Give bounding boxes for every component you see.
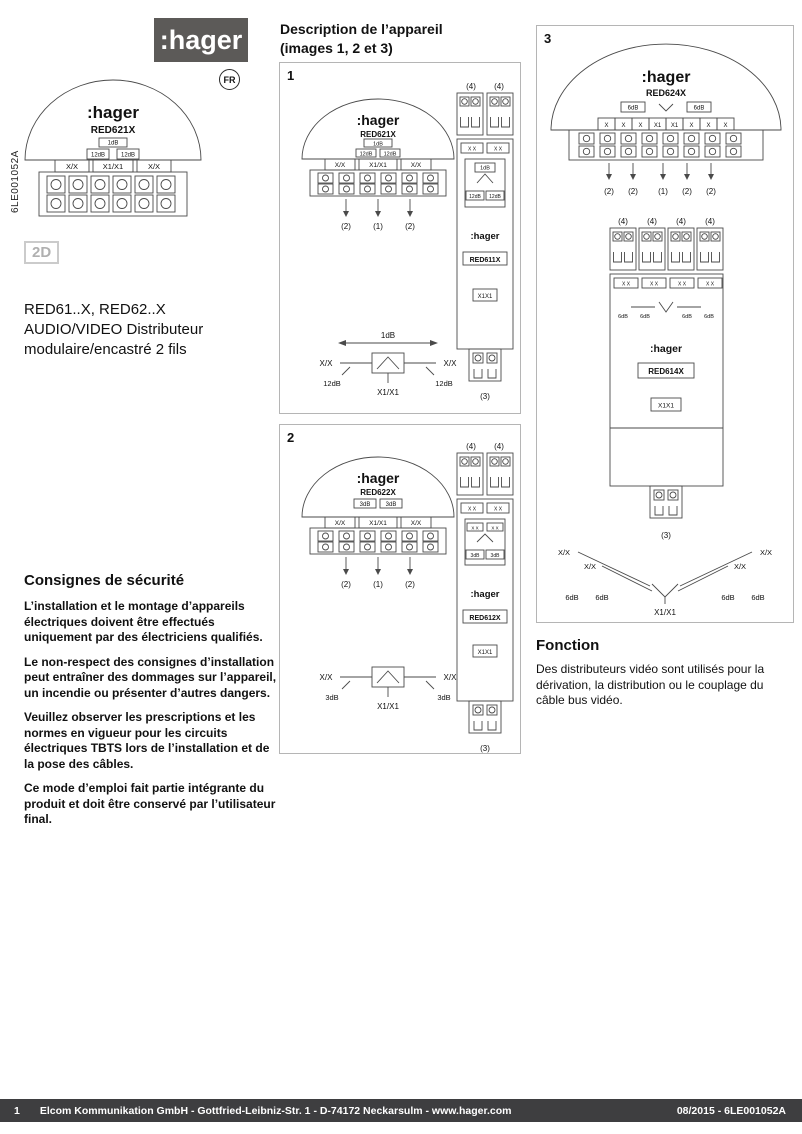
db-label: 12dB [120,152,136,159]
db-label: 12dB [323,379,341,388]
port-label: X1 [653,123,662,129]
callout-label: (2) [628,187,638,196]
callout-label: (4) [705,217,715,226]
port-label: X/X [319,359,333,368]
description-heading-line1: Description de l’appareil [280,21,443,37]
port-label: X X [471,525,479,531]
footer-date-code: 08/2015 - 6LE001052A [676,1104,786,1117]
figure-2-number: 2 [287,430,295,445]
port-label: X/X [443,673,457,682]
function-text: Des distributeurs vidéo sont utilisés pour la dérivation, la distribution ou le couplage du câble bus vidéo. [536,662,765,707]
port-label: X/X [759,548,773,557]
model-label: RED621X [360,130,396,139]
model-label: RED624X [645,88,687,98]
port-label: X/X [334,520,346,527]
callout-label: (3) [480,744,490,753]
figure-3-number: 3 [544,31,552,46]
port-label: X/X [410,162,422,169]
hager-logo-small: :hager [649,343,683,355]
footer-company-text: Elcom Kommunikation GmbH - Gottfried-Leibniz-Str. 1 - D-74172 Neckarsulm - www.hager.com [39,1104,512,1117]
port-label: X1/X1 [102,162,124,171]
callout-label: (4) [647,217,657,226]
callout-label: (4) [676,217,686,226]
port-label: X1/X1 [654,608,676,617]
model-label: RED621X [90,125,136,136]
footer-bar [0,1099,802,1122]
port-label: X1/X1 [369,520,387,527]
fig1-flush-device [302,99,454,231]
figure2-diagram [280,425,520,753]
port-label: X/X [65,162,79,171]
hager-logo-small: :hager [470,231,500,242]
function-section [536,637,794,709]
db-label: 12dB [489,194,501,200]
db-label: 6dB [565,593,579,602]
db-label: 3dB [359,502,371,508]
safety-paragraph-4: Ce mode d’emploi fait partie intégrante du produit et doit être conservé par l’utilisateur final. [24,781,276,826]
page-number: 1 [14,1104,20,1117]
port-label: X [706,123,711,129]
model-label: RED614X [648,367,684,376]
db-label: 1dB [380,331,396,340]
callout-label: (2) [682,187,692,196]
fig3-din-module [610,217,723,540]
description-heading-line2: (images 1, 2 et 3) [280,40,393,56]
port-label: X1X1 [477,650,493,656]
hager-logo-small: :hager [356,112,400,128]
port-label: X/X [410,520,422,527]
callout-label: (2) [341,222,351,231]
port-label: X1/X1 [377,702,399,711]
hager-logo-small: :hager [470,589,500,600]
db-label: 6dB [595,593,609,602]
db-label: 6dB [640,314,650,320]
hager-logo-text: :hager [159,24,243,55]
document-code-vertical: 6LE001052A [10,150,21,213]
callout-label: (2) [341,580,351,589]
safety-heading: Consignes de sécurité [24,572,185,589]
product-title-line1: RED61..X, RED62..X [24,301,166,318]
figure3-diagram [537,26,793,622]
model-label: RED622X [360,488,396,497]
callout-label: (1) [658,187,668,196]
db-label: 3dB [437,693,451,702]
fig2-flush-device [302,457,454,589]
port-label: X/X [443,359,457,368]
port-label: X1/X1 [369,162,387,169]
description-heading [280,20,443,58]
function-heading: Fonction [536,637,600,654]
db-label: 12dB [359,151,373,158]
port-label: X/X [583,562,597,571]
fig1-din-module [457,82,513,401]
db-label: 6dB [751,593,765,602]
callout-label: (2) [405,222,415,231]
callout-label: (4) [466,442,476,451]
view-2d-badge: 2D [24,241,59,264]
db-label: 6dB [618,314,628,320]
db-label: 12dB [90,152,106,159]
port-label: X [723,123,728,129]
db-label: 6dB [721,593,735,602]
fig2-din-module [457,442,513,753]
port-label: X1X1 [658,402,674,410]
safety-paragraph-3: Veuillez observer les prescriptions et les normes en vigueur pour les circuits électriques TBTS lors de l’installation et de la pose des câbles. [24,710,270,771]
port-label: X [621,123,626,129]
safety-paragraph-2: Le non-respect des consignes d’installation peut entraîner des dommages sur l’appareil, un incendie ou présenter d’autres dangers. [24,654,277,700]
callout-label: (4) [618,217,628,226]
fig3-loss-schematic [558,548,772,617]
db-label: 12dB [435,379,453,388]
device-front-drawing [18,72,208,224]
hager-logo-small: :hager [356,470,400,486]
db-label: 6dB [627,105,639,112]
port-label: X [604,123,609,129]
fig1-loss-schematic [320,331,458,397]
fig2-loss-schematic [320,667,458,711]
figure-1-number: 1 [287,68,295,83]
safety-section [24,572,278,837]
figure-2 [279,424,521,754]
callout-label: (2) [405,580,415,589]
callout-label: (2) [604,187,614,196]
db-label: 3dB [470,553,480,559]
port-label: X X [491,525,499,531]
hager-logo-small: :hager [641,69,691,86]
db-label: 6dB [704,314,714,320]
language-badge: FR [219,69,240,90]
port-label: X [689,123,694,129]
product-title [24,300,203,360]
callout-label: (4) [466,82,476,91]
port-label: X X [467,146,477,153]
port-label: X X [493,506,503,513]
port-label: X/X [733,562,747,571]
db-label: 3dB [325,693,339,702]
db-label: 3dB [490,553,500,559]
callout-label: (3) [661,531,671,540]
figure1-diagram [280,63,520,413]
callout-label: (4) [494,442,504,451]
product-title-line3: modulaire/encastré 2 fils [24,341,187,358]
port-label: X X [467,506,477,513]
hager-logo-small: :hager [87,103,139,122]
port-label: X X [649,281,659,288]
callout-label: (4) [494,82,504,91]
db-label: 1dB [373,141,383,148]
db-label: 6dB [682,314,692,320]
figure-3 [536,25,794,623]
port-label: X X [621,281,631,288]
port-label: X X [493,146,503,153]
port-label: X X [705,281,715,288]
db-label: 1dB [480,165,490,172]
safety-paragraph-1: L’installation et le montage d’appareils électriques doivent être effectués uniquement par des électriciens qualifiés. [24,599,263,644]
product-title-line2: AUDIO/VIDEO Distributeur [24,321,204,338]
db-label: 6dB [693,105,705,112]
port-label: X/X [557,548,571,557]
port-label: X [638,123,643,129]
port-label: X1X1 [477,294,493,300]
db-label: 1dB [107,140,119,147]
port-label: X/X [147,162,161,171]
port-label: X/X [319,673,333,682]
fig3-flush-device [551,44,781,196]
callout-label: (2) [706,187,716,196]
port-label: X X [677,281,687,288]
db-label: 3dB [385,502,397,508]
callout-label: (1) [373,580,383,589]
model-label: RED611X [469,257,501,264]
hager-logo [154,18,248,62]
callout-label: (3) [480,392,490,401]
port-label: X1 [670,123,679,129]
port-label: X/X [334,162,346,169]
figure-1 [279,62,521,414]
callout-label: (1) [373,222,383,231]
db-label: 12dB [383,151,397,158]
db-label: 12dB [469,194,481,200]
port-label: X1/X1 [377,388,399,397]
model-label: RED612X [469,615,501,622]
